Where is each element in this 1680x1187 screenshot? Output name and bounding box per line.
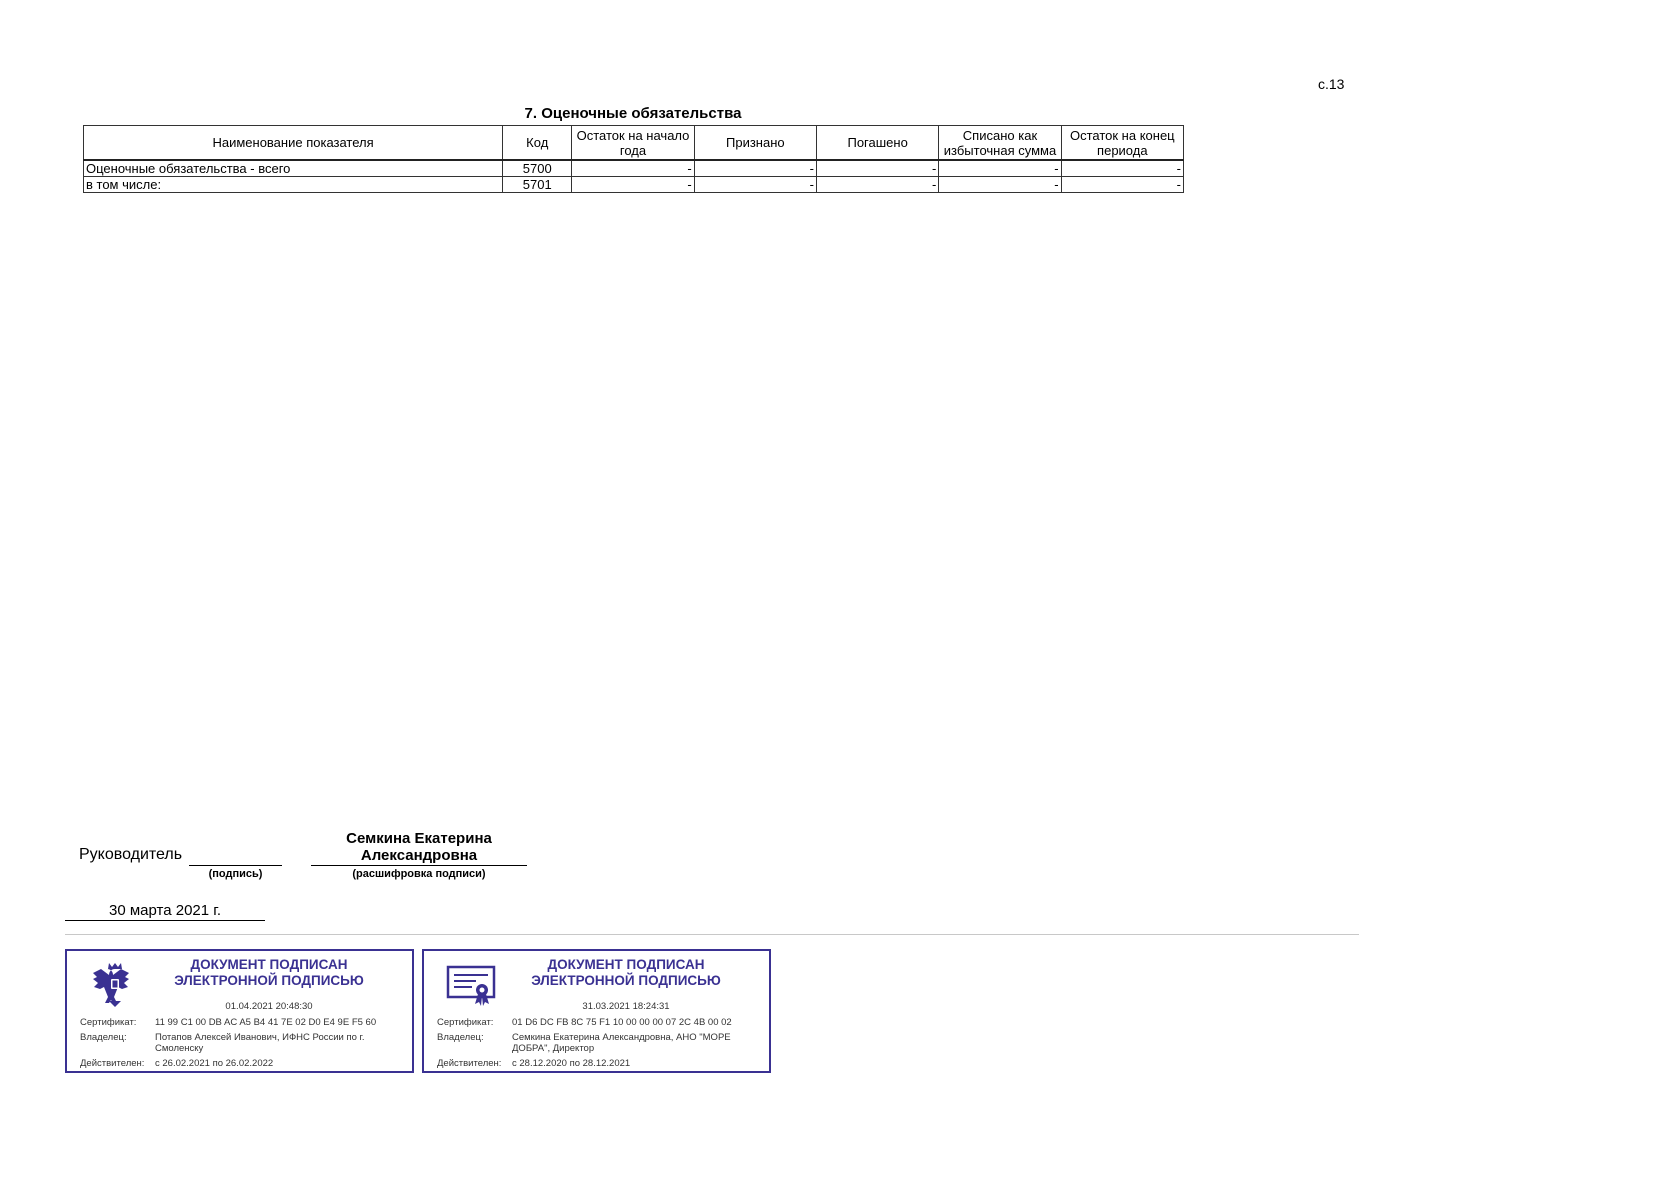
row-value: - <box>939 160 1061 177</box>
valid-value: с 26.02.2021 по 26.02.2022 <box>155 1058 274 1069</box>
certificate-value: 11 99 C1 00 DB AC A5 B4 41 7E 02 D0 E4 9E F5 60 <box>155 1017 377 1028</box>
header-closing-balance: Остаток на конец периода <box>1061 126 1183 161</box>
eagle-emblem-icon <box>87 957 143 1013</box>
row-value: - <box>816 177 938 193</box>
certificate-label: Сертификат: <box>80 1017 137 1028</box>
e-signature-stamp <box>422 949 771 1073</box>
row-name: в том числе: <box>84 177 503 193</box>
owner-label: Владелец: <box>80 1032 127 1043</box>
signer-role: Руководитель <box>79 846 183 863</box>
stamp-datetime: 31.03.2021 18:24:31 <box>582 1001 670 1012</box>
row-value: - <box>572 177 694 193</box>
page-number: с.13 <box>1318 76 1345 92</box>
owner-value: Семкина Екатерина Александровна, АНО "МОРЕ ДОБРА", Директор <box>512 1032 731 1054</box>
stamp-title: ДОКУМЕНТ ПОДПИСАН ЭЛЕКТРОННОЙ ПОДПИСЬЮ <box>531 957 721 988</box>
section-title: 7. Оценочные обязательства <box>524 105 742 122</box>
row-value: - <box>1061 160 1183 177</box>
row-value: - <box>939 177 1061 193</box>
valid-label: Действителен: <box>437 1058 502 1069</box>
stamp-datetime: 01.04.2021 20:48:30 <box>225 1001 313 1012</box>
date-line <box>65 920 265 921</box>
date-block <box>65 902 265 921</box>
row-value: - <box>816 160 938 177</box>
signer-name: Семкина Екатерина Александровна <box>346 830 492 864</box>
row-value: - <box>572 160 694 177</box>
owner-label: Владелец: <box>437 1032 484 1043</box>
row-code: 5700 <box>503 160 572 177</box>
owner-value: Потапов Алексей Иванович, ИФНС России по г. Смоленску <box>155 1032 365 1054</box>
row-value: - <box>694 177 816 193</box>
header-recognized: Признано <box>694 126 816 161</box>
e-signature-stamp <box>65 949 414 1073</box>
signature-line <box>189 865 282 866</box>
row-code: 5701 <box>503 177 572 193</box>
table-row <box>84 160 1184 177</box>
table-header-row <box>84 126 1184 161</box>
stamp-title: ДОКУМЕНТ ПОДПИСАН ЭЛЕКТРОННОЙ ПОДПИСЬЮ <box>174 957 364 988</box>
certificate-value: 01 D6 DC FB 8C 75 F1 10 00 00 00 07 2C 4B 00 02 <box>512 1017 732 1028</box>
signature-caption: (подпись) <box>208 868 263 880</box>
signature-block <box>79 830 539 890</box>
row-value: - <box>1061 177 1183 193</box>
row-name: Оценочные обязательства - всего <box>84 160 503 177</box>
valid-label: Действителен: <box>80 1058 145 1069</box>
valid-value: с 28.12.2020 по 28.12.2021 <box>512 1058 631 1069</box>
name-line <box>311 865 527 866</box>
header-indicator-name: Наименование показателя <box>84 126 503 161</box>
header-repaid: Погашено <box>816 126 938 161</box>
certificate-label: Сертификат: <box>437 1017 494 1028</box>
table-row <box>84 177 1184 193</box>
estimated-liabilities-table <box>83 125 1184 193</box>
row-value: - <box>694 160 816 177</box>
name-caption: (расшифровка подписи) <box>352 868 486 880</box>
header-opening-balance: Остаток на начало года <box>572 126 694 161</box>
header-code: Код <box>503 126 572 161</box>
header-written-off: Списано как избыточная сумма <box>939 126 1061 161</box>
document-date: 30 марта 2021 г. <box>109 902 222 919</box>
divider <box>65 934 1359 935</box>
certificate-icon <box>444 957 500 1013</box>
